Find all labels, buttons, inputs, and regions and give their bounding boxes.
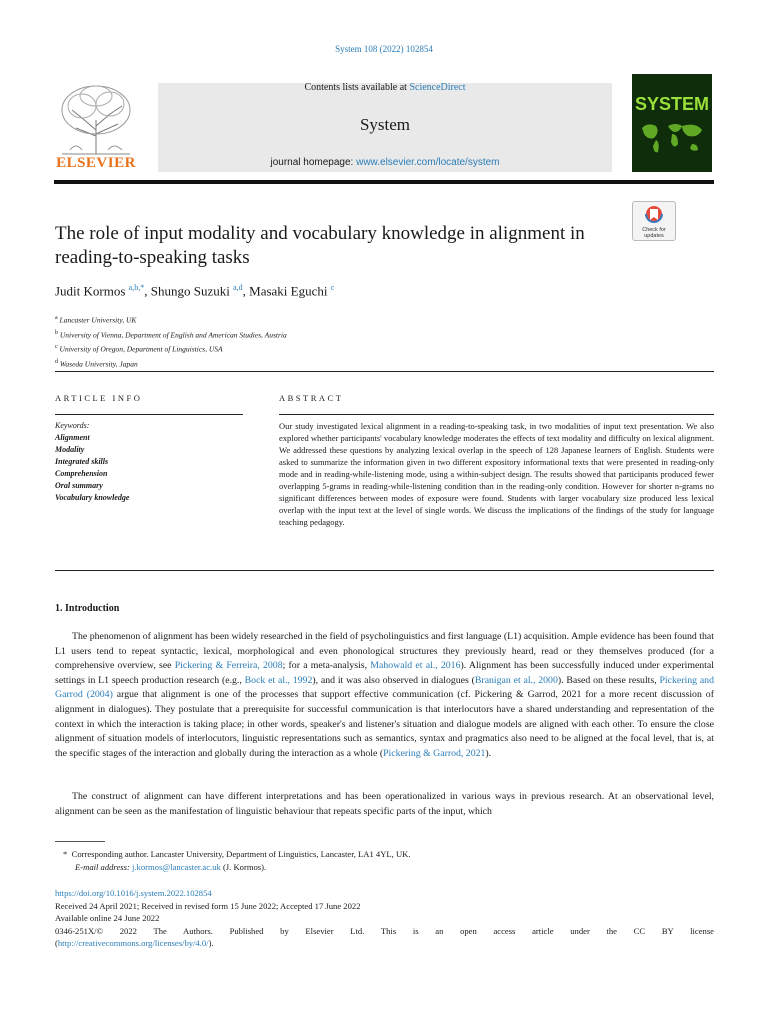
affiliation-item: $^a$ Lancaster University, UK xyxy=(55,315,137,325)
section-divider xyxy=(55,371,714,372)
keyword: Modality xyxy=(55,445,85,454)
citation-link[interactable]: Pickering and Garrod (2004) xyxy=(55,674,714,701)
contents-prefix: Contents lists available at xyxy=(304,82,410,93)
check-for-updates-button[interactable] xyxy=(632,201,676,241)
affiliation-item: $^c$ University of Oregon, Department of Linguistics, USA xyxy=(55,344,223,354)
keyword: Alignment xyxy=(55,433,90,442)
contents-line xyxy=(158,82,612,93)
paragraph-text: ). Based on these results, xyxy=(557,674,660,686)
homepage-prefix: journal homepage: xyxy=(270,157,357,168)
keyword: Comprehension xyxy=(55,469,108,478)
paragraph-text: ; for a meta-analysis, xyxy=(282,660,371,672)
cover-title: SYSTEM xyxy=(634,94,709,114)
citation-link[interactable]: Branigan et al., 2000 xyxy=(474,674,558,686)
license-link[interactable]: http://creativecommons.org/licenses/by/4.0/ xyxy=(57,938,209,948)
license-url-line: (http://creativecommons.org/licenses/by/4.0/). xyxy=(55,938,214,948)
journal-homepage xyxy=(158,157,612,168)
corresponding-author-note: * Corresponding author. Lancaster University, Department of Linguistics, Lancaster, LA1 4YL, UK. xyxy=(63,849,411,859)
footnote xyxy=(55,848,715,873)
keywords-label: Keywords: xyxy=(55,421,90,430)
received-dates: Received 24 April 2021; Received in revised form 15 June 2022; Accepted 17 June 2022 xyxy=(55,900,361,911)
author-name: Masaki Eguchi xyxy=(249,283,328,299)
paragraph-text: ). xyxy=(485,747,492,759)
elsevier-wordmark[interactable]: ELSEVIER xyxy=(56,155,136,171)
header-rule xyxy=(54,180,714,184)
author-affiliation-marker[interactable]: c xyxy=(330,283,335,292)
email-label: E-mail address: xyxy=(75,861,130,872)
intro-paragraph-2: The construct of alignment can have different interpretations and has been operationalized in various ways in previous research. At an observational level, alignment can be seen as the manifestation of linguistic behaviour that repeats specific parts of the input, which xyxy=(55,791,714,817)
homepage-link[interactable]: www.elsevier.com/locate/system xyxy=(356,157,500,168)
author-name: Judit Kormos xyxy=(55,283,126,299)
abstract-heading: ABSTRACT xyxy=(279,393,344,403)
citation-link[interactable]: Bock et al., 1992 xyxy=(244,674,313,686)
journal-cover-image[interactable] xyxy=(632,74,712,172)
author-affiliation-marker[interactable]: a,b,* xyxy=(128,283,145,292)
journal-name: System xyxy=(359,115,411,134)
crossmark-icon xyxy=(645,205,663,225)
affiliation-item: $^b$ University of Vienna, Department of English and American Studies, Austria xyxy=(55,329,287,339)
crossmark-label: Check for updates xyxy=(642,227,666,239)
publication-info xyxy=(55,887,714,950)
doi-link[interactable]: https://doi.org/10.1016/j.system.2022.102854 xyxy=(55,888,212,898)
email-note: E-mail address: j.kormos@lancaster.ac.uk (J. Kormos). xyxy=(75,861,267,872)
article-info-rule xyxy=(55,414,243,415)
citation-link[interactable]: Pickering & Garrod, 2021 xyxy=(383,747,486,759)
affiliations xyxy=(55,312,655,370)
citation-link[interactable]: Pickering & Ferreira, 2008 xyxy=(174,660,283,672)
license-line: 0346-251X/© 2022 The Authors. Published by Elsevier Ltd. This is an open access article under the CC BY license xyxy=(55,925,714,936)
email-link[interactable]: j.kormos@lancaster.ac.uk xyxy=(131,861,221,872)
world-map-icon xyxy=(638,118,706,158)
keyword: Vocabulary knowledge xyxy=(55,493,130,502)
abstract-body: Our study investigated lexical alignment in a reading-to-speaking task, in two modalities of input text presentation. We also explored whether participants' vocabulary knowledge moderates the effects of text modality and difficulty on lexical alignment. We addressed these questions by analyzing lexical overlap in the speech of 128 Japanese learners of English. Students were asked to summarize the information given in two different expository informational texts that were presented in reading-only mode and in reading-while-listening mode, using a within-subject design. The results showed that participants produced fewer overlapping 5-grams in reading-while-listening condition than in the reading-only condition. However for shorter n-grams no significant differences between modes of exposure were found. Students with larger vocabulary size produced less lexical overlap with the input text at the level of single words. We discuss the implications of the findings of the study for language teaching pedagogy. xyxy=(279,421,714,527)
article-title: The role of input modality and vocabulary knowledge in alignment in reading-to-speaking tasks xyxy=(55,223,585,268)
abstract-rule xyxy=(279,414,714,415)
keyword: Oral summary xyxy=(55,481,103,490)
article-info-heading: ARTICLE INFO xyxy=(55,393,143,403)
citation-link[interactable]: Mahowald et al., 2016 xyxy=(370,660,461,672)
sciencedirect-link[interactable]: ScienceDirect xyxy=(409,82,466,93)
author-name: Shungo Suzuki xyxy=(150,283,230,299)
affiliation-item: $^d$ Waseda University, Japan xyxy=(55,358,138,368)
paragraph-text: ). Alignment has been successfully induced under experimental settings in L1 speech production research (e.g., xyxy=(55,660,714,686)
keywords-block xyxy=(55,420,245,504)
introduction-heading: 1. Introduction xyxy=(55,603,120,614)
intro-paragraph-1 xyxy=(55,630,714,761)
journal-citation[interactable]: System 108 (2022) 102854 xyxy=(335,44,433,54)
footnote-rule xyxy=(55,841,105,842)
paragraph-text: argue that alignment is one of the processes that support effective communication (cf. Pickering & Garrod, 2021 for a more recent discussion of alignment in dialogues). They postulate that a prerequisite for successful communication is that interlocutors have a shared understanding and representation of the context in which the interaction is taking place; in other words, speaker's and listener's situation and dialogue models are aligned with each other. To ensure the close alignment of situation models of interlocutors, linguistic representations such as semantics, syntax and pragmatics also need to be aligned at the focal level, that is, at the specific stages of the interaction and globally during the interaction as a whole ( xyxy=(55,689,714,759)
paragraph-text: ), and it was also observed in dialogues ( xyxy=(312,674,475,686)
available-online: Available online 24 June 2022 xyxy=(55,913,160,923)
keyword: Integrated skills xyxy=(55,457,109,466)
author-affiliation-marker[interactable]: a,d xyxy=(233,283,243,292)
section-divider xyxy=(55,570,714,571)
paragraph-text: The phenomenon of alignment has been widely researched in the field of psycholinguistics and first language (L1) acquisition. Ample evidence has been found that L1 users tend to repeat syntactic, lexical, morphological and even phonological structures they previously heard, read or they themselves produced (for a comprehensive overview, see xyxy=(55,631,714,672)
author-list: Judit Kormos $^{a,b,*}$, Shungo Suzuki $^{a,d}$, Masaki Eguchi $^c$ xyxy=(55,283,335,299)
